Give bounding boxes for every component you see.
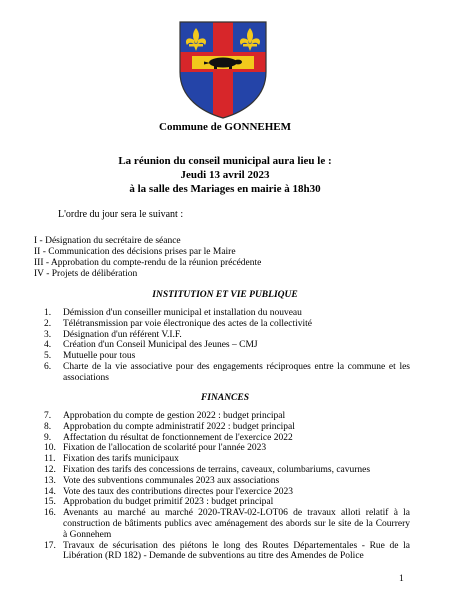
list-item: [44, 362, 410, 384]
page-number: 1: [399, 574, 404, 584]
item-text: Charte de la vie associative pour des engagements réciproques entre la commune et les associations: [63, 361, 410, 383]
item-number: 1.: [44, 308, 52, 318]
agenda-intro: L'ordre du jour sera le suivant :: [58, 209, 184, 220]
agenda-item: I - Désignation du secrétaire de séance: [34, 236, 181, 246]
list-item: [44, 340, 410, 351]
item-number: 16.: [44, 508, 56, 519]
item-number: 6.: [44, 361, 52, 372]
list-item: [44, 422, 410, 433]
item-text: Travaux de sécurisation des piétons le long des Routes Départementales - Rue de la Libération (RD 182) - Demande de subventions au titre des Amendes de Police: [63, 540, 410, 562]
list-item: [44, 454, 410, 465]
item-text: Affectation du résultat de fonctionnement de l'exercice 2022: [63, 432, 293, 443]
item-text: Fixation des tarifs municipaux: [63, 454, 179, 465]
item-number: 4.: [44, 340, 52, 351]
list-item: [44, 508, 410, 540]
deliberation-list-finances: [44, 411, 410, 562]
meeting-date: Jeudi 13 avril 2023: [180, 169, 270, 181]
item-text: Désignation d'un référent V.I.F.: [63, 329, 182, 340]
list-item: [44, 433, 410, 444]
agenda-item: III - Approbation du compte-rendu de la réunion précédente: [34, 258, 262, 268]
item-number: 14.: [44, 486, 56, 497]
list-item: [44, 541, 410, 563]
commune-name: Commune de GONNEHEM: [159, 121, 291, 133]
list-item: [44, 497, 410, 508]
list-item: [44, 411, 410, 422]
item-number: 12.: [44, 464, 56, 475]
item-number: 17.: [44, 540, 56, 551]
agenda-item: IV - Projets de délibération: [34, 269, 138, 279]
item-number: 5.: [44, 351, 52, 362]
item-number: 10.: [44, 443, 56, 454]
list-item: [44, 308, 410, 319]
agenda-list: [34, 236, 261, 280]
list-item: [44, 443, 410, 454]
item-text: Fixation des tarifs des concessions de terrains, caveaux, columbariums, cavurnes: [63, 464, 371, 475]
item-number: 9.: [44, 432, 52, 443]
item-text: Approbation du budget primitif 2023 : budget principal: [63, 497, 274, 508]
item-text: Vote des subventions communales 2023 aux associations: [63, 475, 280, 486]
list-item: [44, 319, 410, 330]
section-title-institution: INSTITUTION ET VIE PUBLIQUE: [152, 290, 298, 300]
item-text: Avenants au marché au marché 2020-TRAV-02-LOT06 de travaux alloti relatif à la construction de bâtiments publics avec aménagement des abords sur le site de la Courrery à Gonnehem: [63, 508, 410, 540]
item-number: 8.: [44, 421, 52, 432]
item-number: 15.: [44, 497, 56, 508]
commune-coat-of-arms: [178, 20, 268, 120]
agenda-item: II - Communication des décisions prises par le Maire: [34, 247, 236, 257]
item-number: 11.: [44, 454, 56, 465]
item-text: Approbation du compte administratif 2022 : budget principal: [63, 421, 295, 432]
list-item: [44, 351, 410, 362]
item-number: 13.: [44, 475, 56, 486]
item-text: Vote des taux des contributions directes pour l'exercice 2023: [63, 486, 293, 497]
list-item: [44, 465, 410, 476]
announcement-line: La réunion du conseil municipal aura lieu le :: [118, 155, 332, 167]
item-text: Fixation de l'allocation de scolarité pour l'année 2023: [63, 443, 267, 454]
list-item: [44, 476, 410, 487]
item-text: Création d'un Conseil Municipal des Jeunes – CMJ: [63, 340, 258, 351]
deliberation-list-institution: [44, 308, 410, 384]
section-title-finances: FINANCES: [200, 393, 250, 403]
item-text: Télétransmission par voie électronique des actes de la collectivité: [63, 318, 313, 329]
item-text: Démission d'un conseiller municipal et installation du nouveau: [63, 308, 302, 318]
meeting-announcement: [0, 154, 450, 196]
list-item: [44, 487, 410, 498]
meeting-location: à la salle des Mariages en mairie à 18h30: [129, 183, 321, 195]
item-number: 2.: [44, 318, 52, 329]
item-number: 3.: [44, 329, 52, 340]
item-text: Approbation du compte de gestion 2022 : budget principal: [63, 411, 286, 421]
item-text: Mutuelle pour tous: [63, 351, 136, 362]
item-number: 7.: [44, 411, 52, 421]
list-item: [44, 330, 410, 341]
